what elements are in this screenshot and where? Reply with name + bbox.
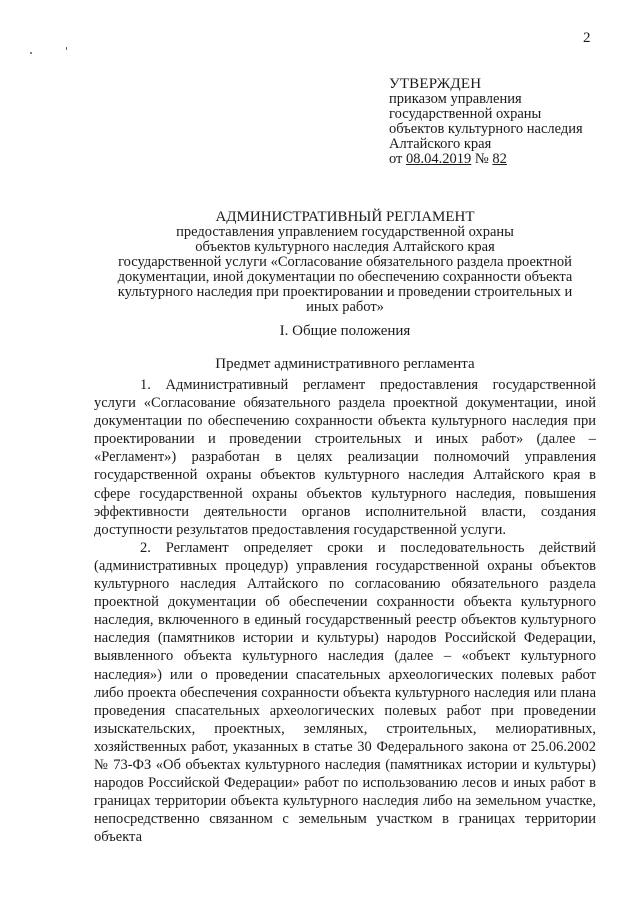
scan-speck xyxy=(30,52,32,54)
title-line: документации, иной документации по обеспечению сохранности объекта xyxy=(117,269,573,285)
body-text xyxy=(94,376,596,846)
approval-date: 08.04.2019 xyxy=(406,151,472,167)
approval-number: 82 xyxy=(492,151,507,167)
scan-speck xyxy=(66,47,67,50)
section-subheading: Предмет административного регламента xyxy=(215,356,475,372)
section-heading: I. Общие положения xyxy=(279,323,411,339)
approval-date-line xyxy=(389,152,619,167)
title-line: культурного наследия при проектировании и проведении строительных и xyxy=(117,284,573,300)
paragraph-1: 1. Административный регламент предоставления государственной услуги «Согласование обязательного раздела проектной документации, иной документации по обеспечению сохранности объекта культурного наследия при проектировании и проведении строительных и иных работ» (далее – «Регламент») разработан в целях реализации полномочий управления государственной охраны объектов культурного наследия Алтайского края в сфере государственной охраны объектов культурного наследия, повышения эффективности деятельности органов исполнительной власти, создания доступности результатов предоставления государственной услуги. xyxy=(94,377,596,538)
title-line: государственной услуги «Согласование обязательного раздела проектной xyxy=(118,254,572,270)
approval-line: приказом управления xyxy=(389,91,522,107)
paragraph-2: 2. Регламент определяет сроки и последовательность действий (административных процедур) управления государственной охраны объектов культурного наследия Алтайского по согласованию обязательного раздела проектной документации об обеспечении сохранности объекта культурного наследия, включенного в единый государственный реестр объектов культурного наследия (памятников истории и культуры) народов Российской Федерации, выявленного объекта культурного наследия (далее – «объект культурного наследия») или о проведении спасательных археологических полевых работ либо проекта обеспечения сохранности объекта культурного наследия или плана проведения спасательных археологических полевых работ при проведении изыскательских, проектных, земляных, строительных, мелиоративных, хозяйственных работ, указанных в статье 30 Федерального закона от 25.06.2002 № 73-ФЗ «Об объектах культурного наследия (памятниках истории и культуры) народов Российской Федерации» работ по использованию лесов и иных работ в границах территории объекта культурного наследия либо на земельном участке, непосредственно связанном с земельным участком в границах территории объекта xyxy=(94,539,596,846)
title-line: иных работ» xyxy=(306,299,384,315)
approval-number-sign: № xyxy=(474,151,489,167)
approval-stamp-block xyxy=(389,77,619,167)
page-number: 2 xyxy=(583,30,591,46)
approval-heading: УТВЕРЖДЕН xyxy=(389,76,482,92)
title-main: АДМИНИСТРАТИВНЫЙ РЕГЛАМЕНТ xyxy=(215,209,475,225)
title-line: объектов культурного наследия Алтайского края xyxy=(195,239,495,255)
regulation-title xyxy=(95,210,595,315)
approval-line: объектов культурного наследия xyxy=(389,121,583,137)
approval-date-prefix: от xyxy=(389,151,403,167)
title-line: предоставления управлением государственной охраны xyxy=(176,224,514,240)
approval-line: государственной охраны xyxy=(389,106,542,122)
approval-line: Алтайского края xyxy=(389,136,492,152)
